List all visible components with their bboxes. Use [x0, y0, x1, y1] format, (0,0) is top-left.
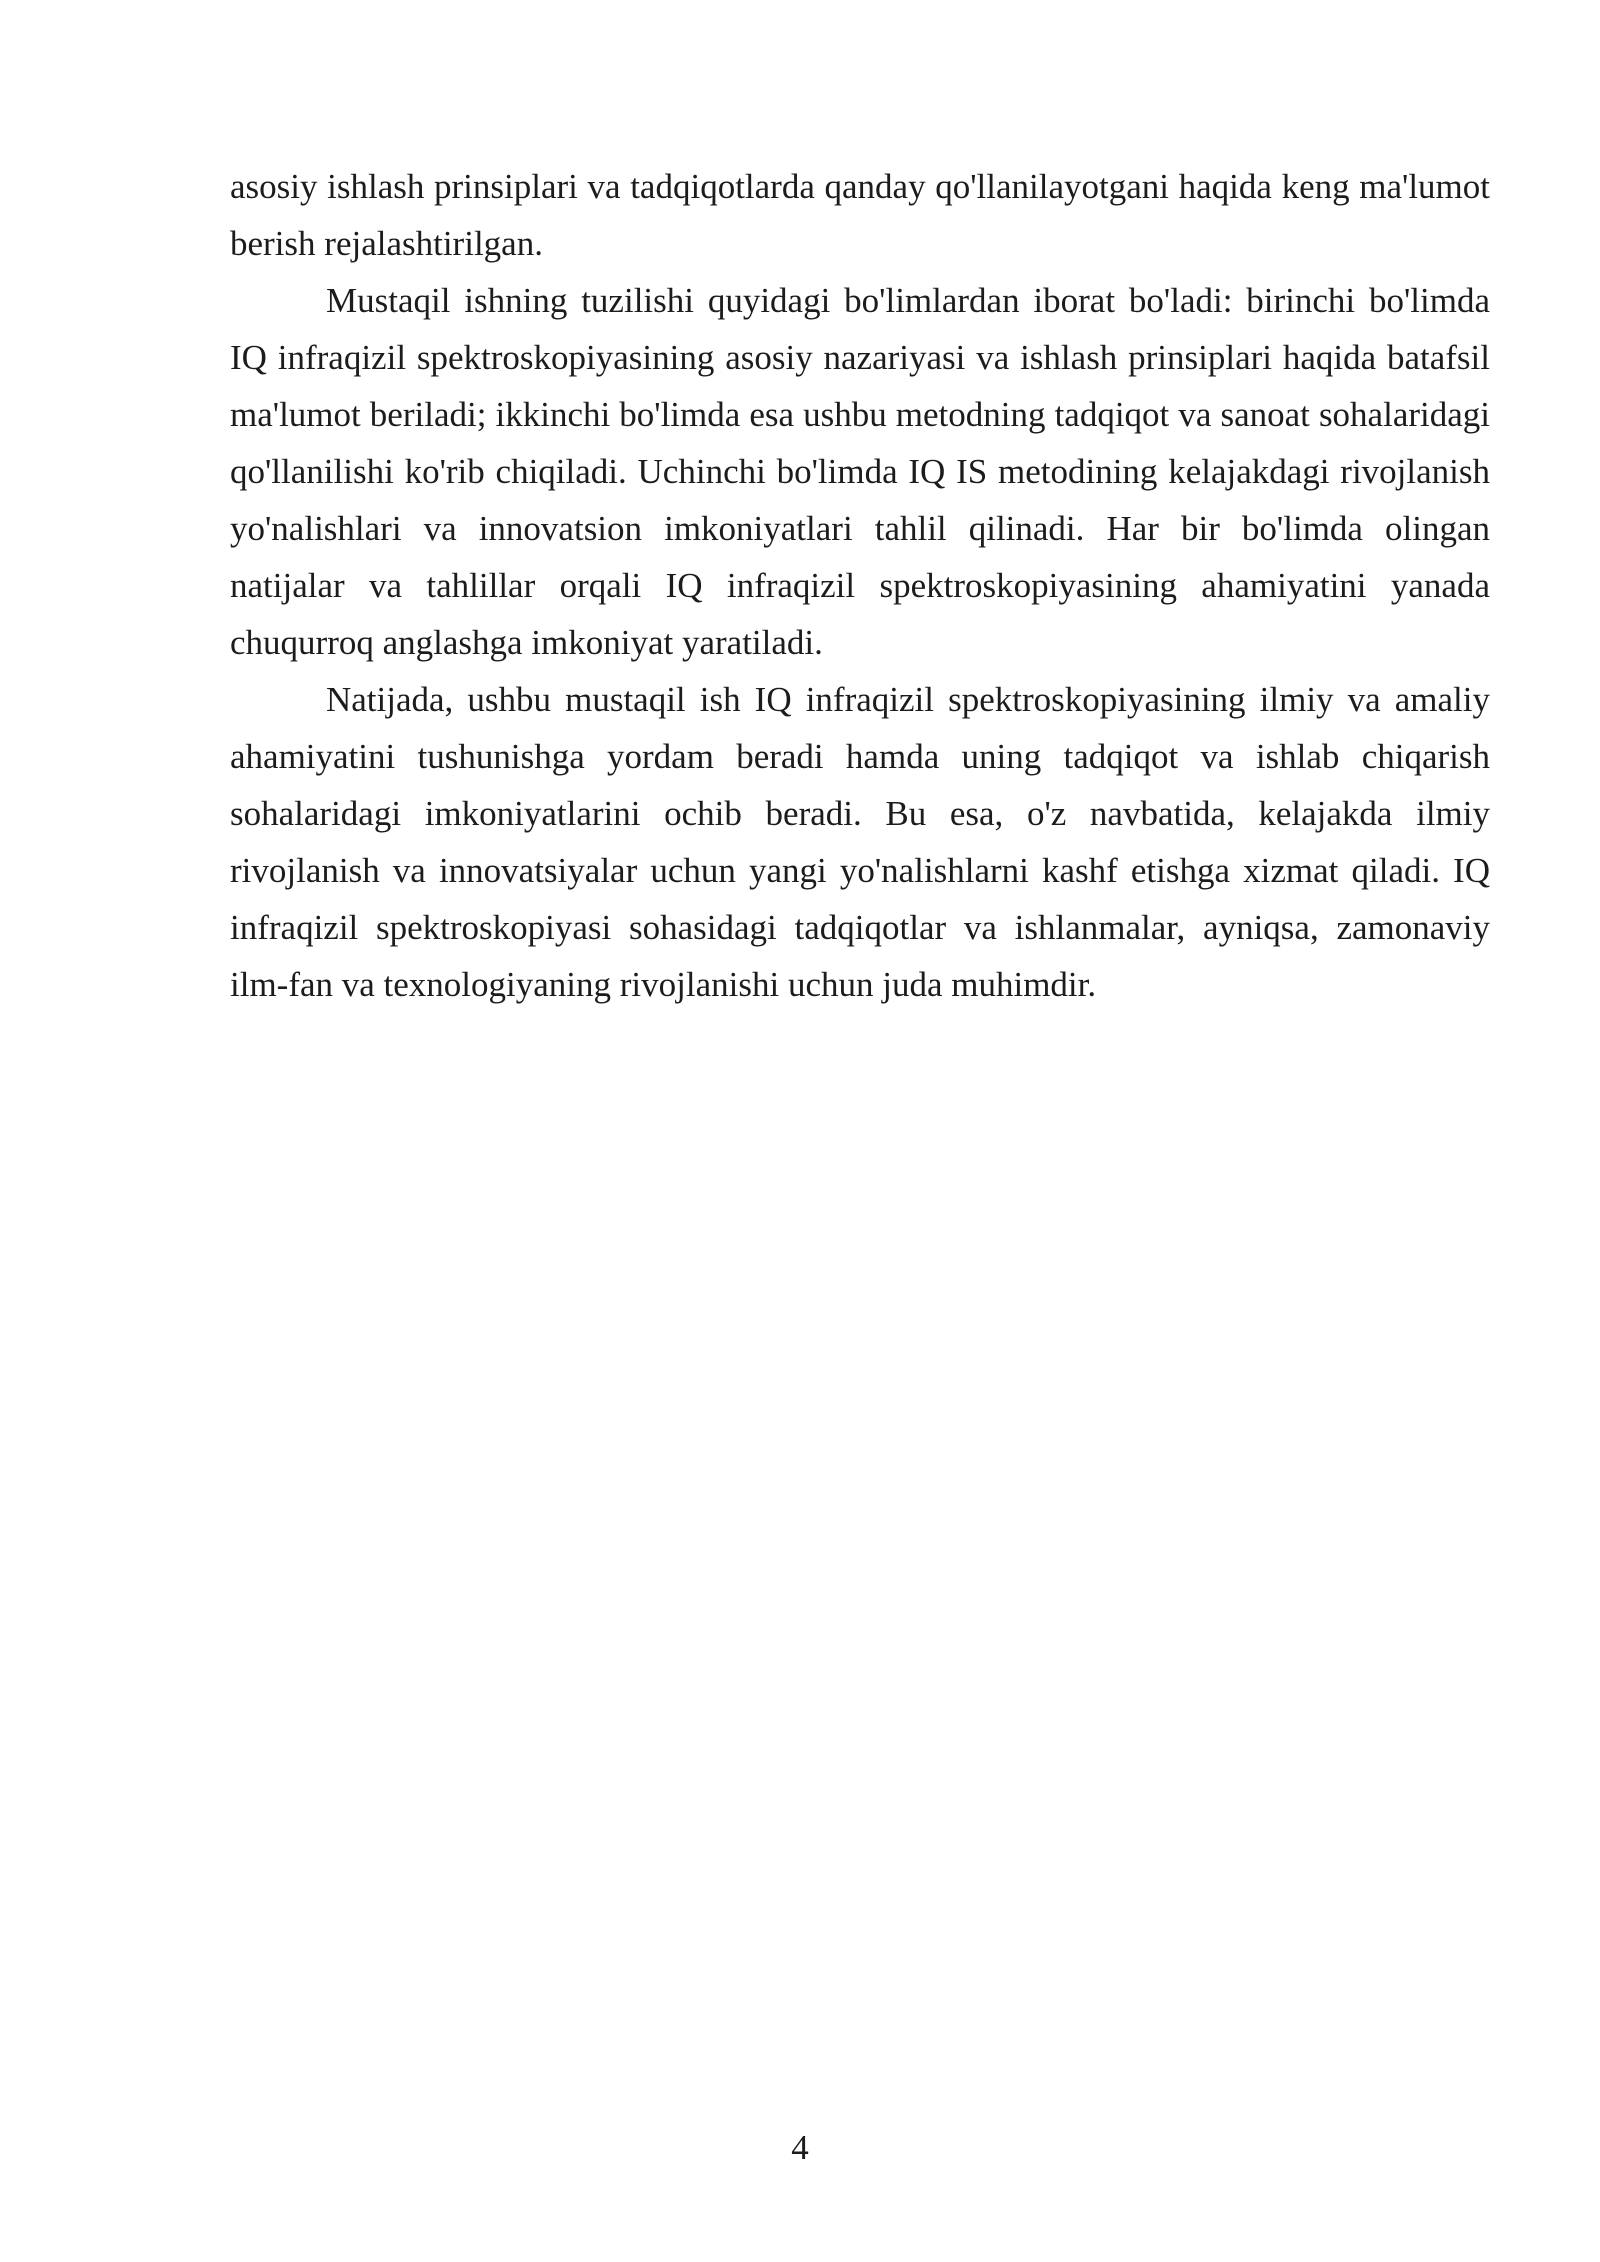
page-number: 4 [791, 2128, 809, 2167]
paragraph-3: Natijada, ushbu mustaqil ish IQ infraqizil spektroskopiyasining ilmiy va amaliy ahamiyatini tushunishga yordam beradi hamda uning tadqiqot va ishlab chiqarish sohalaridagi imkoniyatlarini ochib beradi. Bu esa, o'z navbatida, kelajakda ilmiy rivojlanish va innovatsiyalar uchun yangi yo'nalishlarni kashf etishga xizmat qiladi. IQ infraqizil spektroskopiyasi sohasidagi tadqiqotlar va ishlanmalar, ayniqsa, zamonaviy ilm-fan va texnologiyaning rivojlanishi uchun juda muhimdir. [230, 680, 1490, 1004]
body-text [230, 158, 1490, 1013]
paragraph-1: asosiy ishlash prinsiplari va tadqiqotlarda qanday qo'llanilayotgani haqida keng ma'lumot berish rejalashtirilgan. [230, 167, 1490, 263]
paragraph-2: Mustaqil ishning tuzilishi quyidagi bo'limlardan iborat bo'ladi: birinchi bo'limda IQ infraqizil spektroskopiyasining asosiy nazariyasi va ishlash prinsiplari haqida batafsil ma'lumot beriladi; ikkinchi bo'limda esa ushbu metodning tadqiqot va sanoat sohalaridagi qo'llanilishi ko'rib chiqiladi. Uchinchi bo'limda IQ IS metodining kelajakdagi rivojlanish yo'nalishlari va innovatsion imkoniyatlari tahlil qilinadi. Har bir bo'limda olingan natijalar va tahlillar orqali IQ infraqizil spektroskopiyasining ahamiyatini yanada chuqurroq anglashga imkoniyat yaratiladi. [230, 281, 1490, 662]
